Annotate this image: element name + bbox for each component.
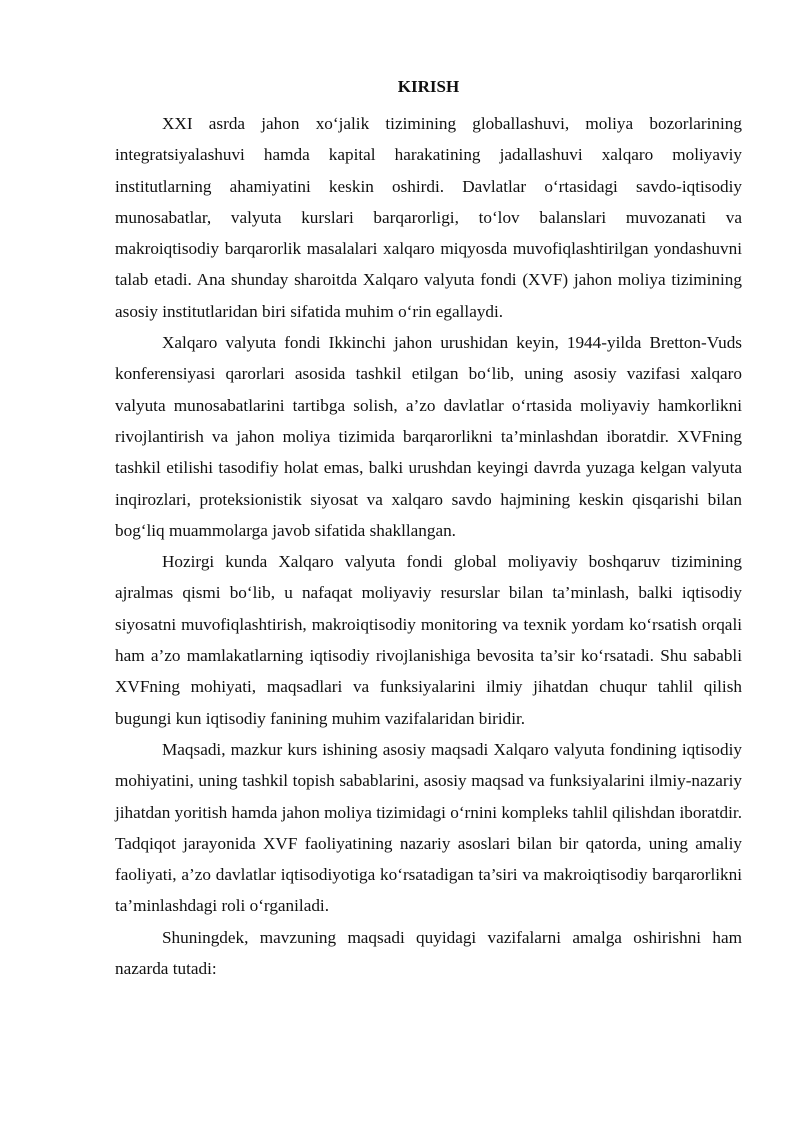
- paragraph-5: Shuningdek, mavzuning maqsadi quyidagi vazifalarni amalga oshirishni ham nazarda tutadi:: [115, 927, 742, 979]
- document-page: [115, 76, 742, 984]
- page-title: KIRISH: [397, 77, 460, 96]
- paragraph-4: Maqsadi, mazkur kurs ishining asosiy maqsadi Xalqaro valyuta fondining iqtisodiy mohiyatini, uning tashkil topish sabablarini, asosiy maqsad va funksiyalarini ilmiy-nazariy jihatdan yoritish hamda jahon moliya tizimidagi o‘rnini kompleks tahlil qilishdan iboratdir. Tadqiqot jarayonida XVF faoliyatining nazariy asoslari bilan bir qatorda, uning amaliy faoliyati, a’zo davlatlar iqtisodiyotiga ko‘rsatadigan ta’siri va makroiqtisodiy barqarorlikni ta’minlashdagi roli o‘rganiladi.: [115, 739, 742, 916]
- paragraph-2: Xalqaro valyuta fondi Ikkinchi jahon urushidan keyin, 1944-yilda Bretton-Vuds konferensiyasi qarorlari asosida tashkil etilgan bo‘lib, uning asosiy vazifasi xalqaro valyuta munosabatlarini tartibga solish, a’zo davlatlar o‘rtasida moliyaviy hamkorlikni rivojlantirish va jahon moliya tizimida barqarorlikni ta’minlashdan iboratdir. XVFning tashkil etilishi tasodifiy holat emas, balki urushdan keyingi davrda yuzaga kelgan valyuta inqirozlari, proteksionistik siyosat va xalqaro savdo hajmining keskin qisqarishi bilan bog‘liq muammolarga javob sifatida shakllangan.: [115, 333, 742, 540]
- paragraph-1: XXI asrda jahon xo‘jalik tizimining globallashuvi, moliya bozorlarining integratsiyalashuvi hamda kapital harakatining jadallashuvi xalqaro moliyaviy institutlarning ahamiyatini keskin oshirdi. Davlatlar o‘rtasidagi savdo-iqtisodiy munosabatlar, valyuta kurslari barqarorligi, to‘lov balanslari muvozanati va makroiqtisodiy barqarorlik masalalari xalqaro miqyosda muvofiqlashtirilgan yondashuvni talab etadi. Ana shunday sharoitda Xalqaro valyuta fondi (XVF) jahon moliya tizimining asosiy institutlaridan biri sifatida muhim o‘rin egallaydi.: [115, 114, 742, 321]
- paragraph-3: Hozirgi kunda Xalqaro valyuta fondi global moliyaviy boshqaruv tizimining ajralmas qismi bo‘lib, u nafaqat moliyaviy resurslar bilan ta’minlash, balki iqtisodiy siyosatni muvofiqlashtirish, makroiqtisodiy monitoring va texnik yordam ko‘rsatish orqali ham a’zo mamlakatlarning iqtisodiy rivojlanishiga bevosita ta’sir ko‘rsatadi. Shu sababli XVFning mohiyati, maqsadlari va funksiyalarini ilmiy jihatdan chuqur tahlil qilish bugungi kun iqtisodiy fanining muhim vazifalaridan biridir.: [115, 552, 742, 728]
